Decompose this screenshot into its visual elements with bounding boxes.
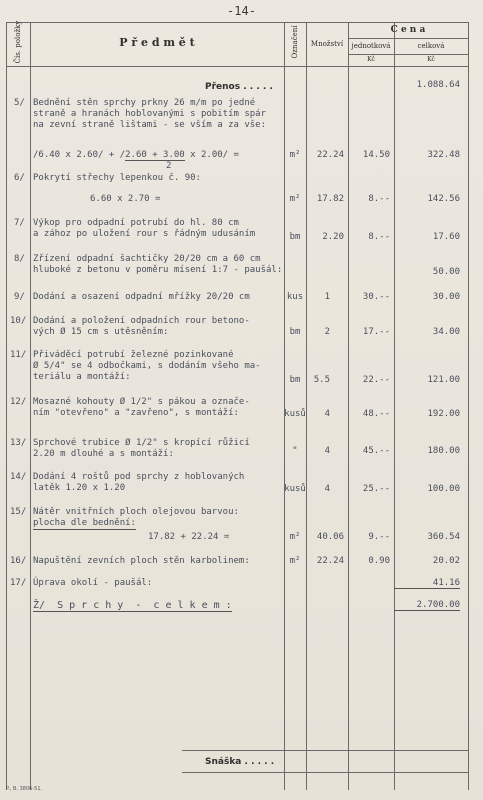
item-total: 121.00 [427,375,460,385]
item-desc-line: a zához po uložení rour s řádným udusáním [33,229,256,239]
item-total: 50.00 [432,267,460,277]
item-desc-line: Sprchové trubice Ø 1/2" s kropící růžicí [33,438,250,448]
item-qty: 40.06 [316,532,344,542]
item-total: 30.00 [432,292,460,302]
item-unit: m² [289,532,301,542]
item-unit: m² [289,194,301,204]
item-no: 7/ [14,218,25,228]
item-no: 16/ [10,556,27,566]
calc-denominator: 2 [166,161,172,171]
item-desc-line: Přiváděcí potrubí železné pozinkované [33,350,234,360]
item-no: 9/ [14,292,25,302]
rule-bottom [182,750,468,751]
item-unit: " [292,446,298,456]
item-no: 12/ [10,397,27,407]
footer-sum-label: Snáška . . . . . [205,757,275,767]
item-unit: m² [289,150,301,160]
calc-line: 17.82 + 22.24 = [148,532,230,542]
item-no: 5/ [14,98,25,108]
rule-no [30,22,31,790]
item-desc-line: Nátěr vnitřních ploch olejovou barvou: [33,507,239,517]
sum-label: Ž/ S p r c h y - c e l k e m : [33,600,232,611]
item-desc-line: Ø 5/4" se 4 odbočkami, s dodáním všeho ma- [33,361,261,371]
item-unit: kusů [284,484,306,494]
sum-total: 2.700.00 [394,600,460,611]
item-desc-line: Dodání a osazení odpadní mřížky 20/20 cm [33,292,250,302]
header-subject: P ř e d m ě t [119,36,195,49]
item-desc-line: 2.20 m dlouhé a s montáží: [33,449,174,459]
item-desc-line: teriálu a montáží: [33,372,131,382]
rule-header-bottom [6,66,468,67]
item-unit: bm [289,327,301,337]
item-unit: kus [286,292,304,302]
item-total: 100.00 [427,484,460,494]
item-no: 13/ [10,438,27,448]
item-desc-line: ním "otevřeno" a "zavřeno", s montáží: [33,408,239,418]
item-no: 8/ [14,254,25,264]
item-unit: bm [289,375,301,385]
item-unit-price: 30.-- [362,292,390,302]
item-desc-line: na zevní straně lištami - se vším a za vše: [33,120,266,130]
item-no: 6/ [14,173,25,183]
item-no: 14/ [10,472,27,482]
item-desc-line: Úprava okolí - paušál: [33,578,153,588]
item-total: 180.00 [427,446,460,456]
item-unit-price: 8.-- [368,232,390,242]
item-qty: 2 [324,327,330,337]
rule-price-sub [348,38,468,39]
item-qty: 2.20 [322,232,344,242]
item-total: 41.16 [394,578,460,589]
item-qty: 22.24 [316,556,344,566]
rule-top [6,22,468,23]
item-no: 11/ [10,350,27,360]
item-desc-line: hluboké z betonu v poměru mísení 1:7 - paušál: [33,265,283,275]
item-total: 142.56 [427,194,460,204]
page-number: -14- [227,4,256,18]
item-no: 15/ [10,507,27,517]
item-total: 322.48 [427,150,460,160]
item-unit: kusů [284,409,306,419]
item-desc-line: Bednění stěn sprchy prkny 26 m/m po jedné [33,98,256,108]
calc-part: /6.40 x 2.60/ + / [33,150,126,160]
item-desc-line: Napuštění zevních ploch stěn karbolinem: [33,556,250,566]
item-total: 34.00 [432,327,460,337]
item-desc-line: straně a hranách hoblovanými s pobitím spár [33,109,266,119]
header-unit: Označení [291,25,299,59]
item-qty: 4 [324,484,330,494]
item-unit-price: 14.50 [362,150,390,160]
item-total: 20.02 [432,556,460,566]
print-mark: P., B. 3806-51. [6,786,43,792]
rule-qty [348,22,349,790]
header-currency-1: Kč [367,56,375,63]
item-unit-price: 8.-- [368,194,390,204]
rule-currency [348,54,468,55]
rule-unit [306,22,307,790]
header-price: C e n a [390,25,426,35]
header-item-no: Čís. položky [14,20,22,64]
item-total: 17.60 [432,232,460,242]
rule-left [6,22,7,790]
rule-price [394,22,395,790]
item-unit-price: 9.-- [368,532,390,542]
item-unit-price: 0.90 [368,556,390,566]
calc-numerator: 2.60 + 3.00 [125,150,185,160]
item-qty: 1 [324,292,330,302]
item-unit-price: 45.-- [362,446,390,456]
header-unit-price: jednotková [351,42,391,50]
item-unit-price: 17.-- [362,327,390,337]
rule-right [468,22,469,790]
item-desc-line: Dodání a položení odpadních rour betono- [33,316,250,326]
header-currency-2: Kč [427,56,435,63]
item-unit: m² [289,556,301,566]
calc-line [33,150,239,161]
item-unit-price: 25.-- [362,484,390,494]
carry-over-label: Přenos . . . . . [205,82,273,92]
item-desc-line: latěk 1.20 x 1.20 [33,483,126,493]
item-qty: 22.24 [316,150,344,160]
item-unit: bm [289,232,301,242]
carry-over-total: 1.088.64 [416,80,460,90]
rule-final [182,772,468,773]
item-qty: 17.82 [316,194,344,204]
item-desc-line: vých Ø 15 cm s utěsněním: [33,327,169,337]
item-no: 10/ [10,316,27,326]
header-total: celková [417,42,445,50]
item-desc-line: Dodání 4 roštů pod sprchy z hoblovaných [33,472,245,482]
rule-subject [284,22,285,790]
item-desc-line: Výkop pro odpadní potrubí do hl. 80 cm [33,218,239,228]
item-desc-line: plocha dle bednění: [33,518,136,528]
item-unit-price: 22.-- [362,375,390,385]
item-desc-line: Zřízení odpadní šachtičky 20/20 cm a 60 cm [33,254,261,264]
calc-part: x 2.00/ = [184,150,239,160]
header-qty: Množství [310,40,344,48]
item-qty: 4 [324,446,330,456]
item-desc-line: Mosazné kohouty Ø 1/2" s pákou a označe- [33,397,250,407]
item-total: 192.00 [427,409,460,419]
item-unit-price: 48.-- [362,409,390,419]
item-qty: 4 [324,409,330,419]
calc-line: 6.60 x 2.70 = [90,194,161,204]
item-no: 17/ [10,578,27,588]
item-qty: 5.5 [313,375,330,385]
item-desc-line: Pokrytí střechy lepenkou č. 90: [33,173,201,183]
item-total: 360.54 [427,532,460,542]
